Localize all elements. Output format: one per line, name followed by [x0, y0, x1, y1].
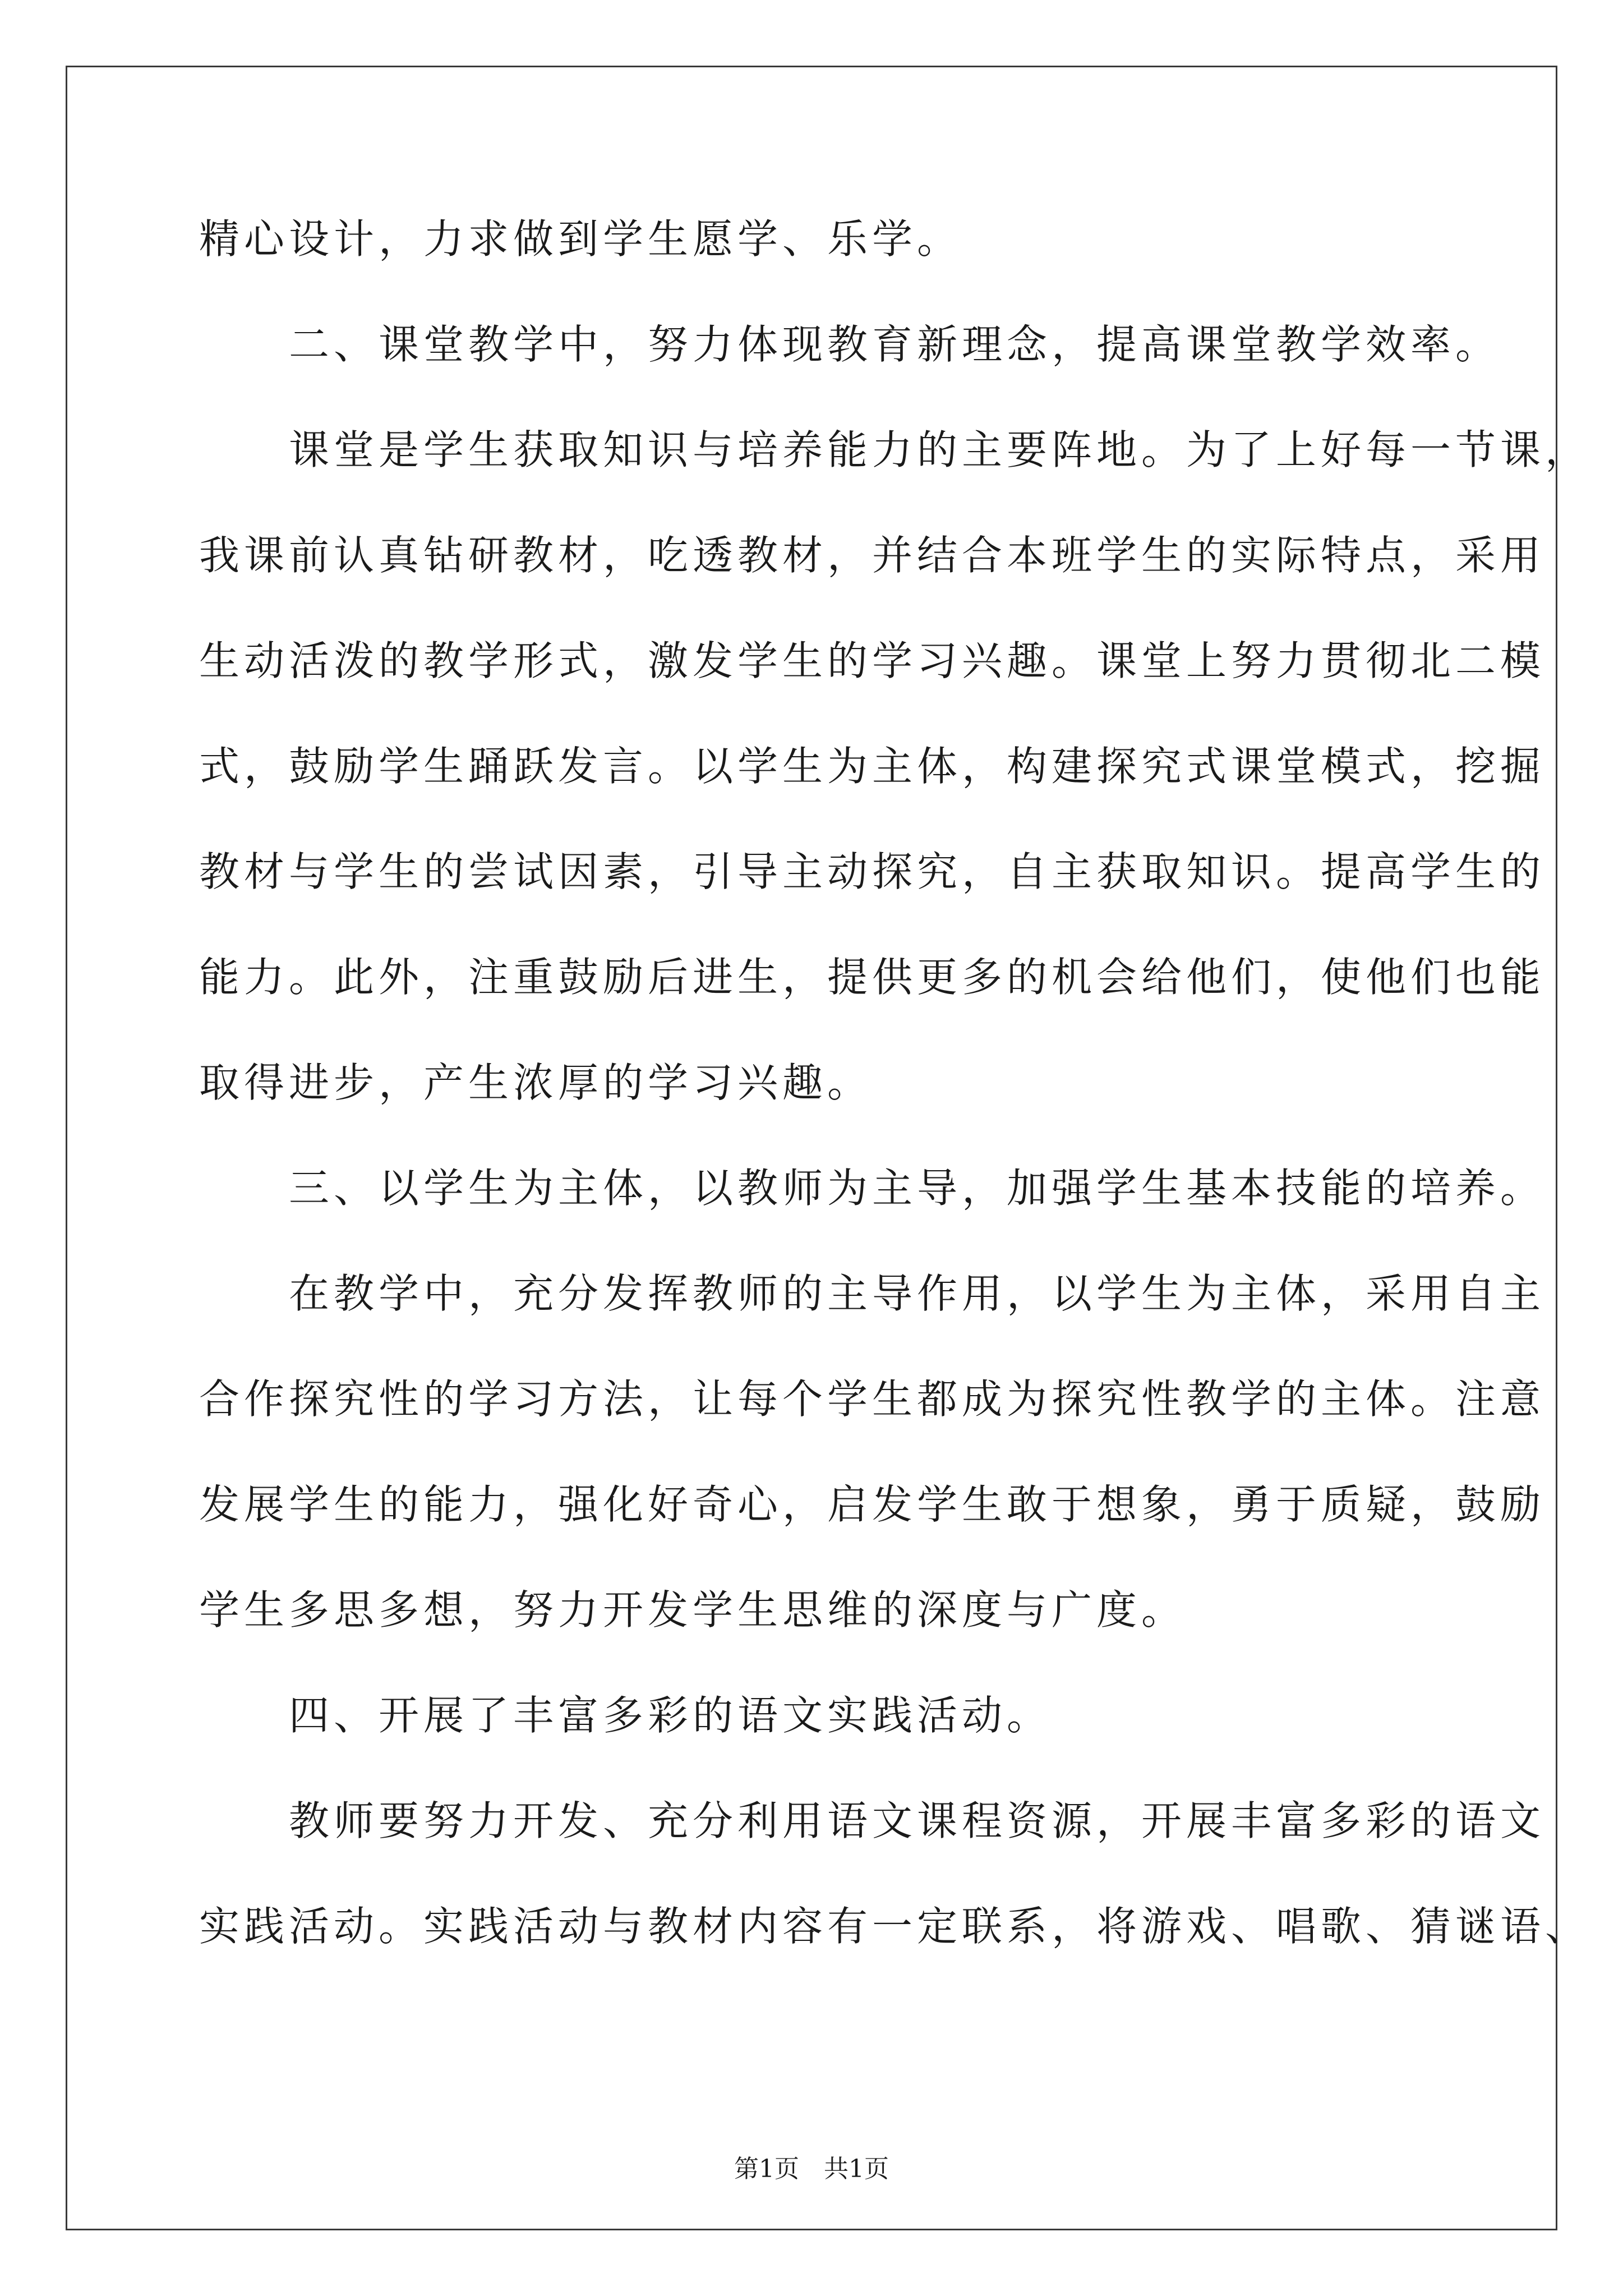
- text-line: 精心设计，力求做到学生愿学、乐学。: [199, 215, 962, 263]
- text-line: 能力。此外，注重鼓励后进生，提供更多的机会给他们，使他们也能: [199, 954, 1546, 1001]
- text-line: 发展学生的能力，强化好奇心，启发学生敢于想象，勇于质疑，鼓励: [199, 1481, 1546, 1528]
- text-line: 合作探究性的学习方法，让每个学生都成为探究性教学的主体。注意: [199, 1375, 1546, 1423]
- text-line: 我课前认真钻研教材，吃透教材，并结合本班学生的实际特点，采用: [199, 532, 1546, 579]
- text-line: 四、开展了丰富多彩的语文实践活动。: [199, 1692, 1052, 1739]
- text-line: 式，鼓励学生踊跃发言。以学生为主体，构建探究式课堂模式，挖掘: [199, 743, 1546, 790]
- text-line: 生动活泼的教学形式，激发学生的学习兴趣。课堂上努力贯彻北二模: [199, 637, 1546, 684]
- text-line: 课堂是学生获取知识与培养能力的主要阵地。为了上好每一节课，: [199, 426, 1590, 473]
- text-line: 教师要努力开发、充分利用语文课程资源，开展丰富多彩的语文: [199, 1797, 1546, 1844]
- text-line: 三、以学生为主体，以教师为主导，加强学生基本技能的培养。: [199, 1165, 1546, 1212]
- text-line: 二、课堂教学中，努力体现教育新理念，提高课堂教学效率。: [199, 321, 1501, 368]
- text-line: 取得进步，产生浓厚的学习兴趣。: [199, 1059, 873, 1106]
- text-line: 教材与学生的尝试因素，引导主动探究，自主获取知识。提高学生的: [199, 848, 1546, 895]
- page-number-footer: 第1页 共1页: [734, 2155, 889, 2183]
- text-line: 学生多思多想，努力开发学生思维的深度与广度。: [199, 1586, 1187, 1634]
- text-line: 实践活动。实践活动与教材内容有一定联系，将游戏、唱歌、猜谜语、: [199, 1903, 1590, 1950]
- text-line: 在教学中，充分发挥教师的主导作用，以学生为主体，采用自主: [199, 1270, 1546, 1317]
